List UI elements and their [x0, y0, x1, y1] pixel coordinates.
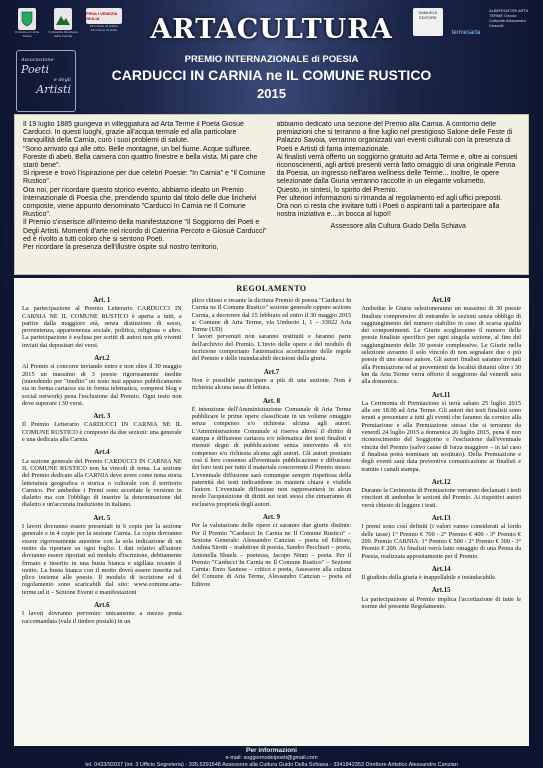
- article-heading: Art.4: [94, 449, 110, 457]
- article-text: Non è possibile partecipare a più di una sezione. Non è richiesta alcuna tassa di lettura.: [191, 376, 352, 392]
- regione-logo: FRIULI VENEZIA GIULIA: [86, 8, 122, 24]
- article-text: La partecipazione al Premio implica l'accettazione di tutte le norme del presente Regolamento.: [361, 595, 522, 610]
- logo-termesarta: termesarta: [451, 30, 481, 36]
- article-text: Il giudizio della giuria è inappellabile e insindacabile.: [361, 574, 497, 582]
- article-text: È intenzione dell'Amministrazione Comunale di Arta Terme pubblicare le prime opere classificate in un volume omaggio senza compenso e/o richiesta alcuna agli autori. L'Amministrazione Comunale si riserva altresì il diritto di stampa e diffusione cartacea e/o telematica dei testi finalisti e ritenuti degni di pubblicazione senza intervento di e/o compenso e/o richiesta alcuna agli autori. Gli autori prestano così il loro consenso all'eventuale pubblicazione e diffusione dei loro testi per tutto il materiale concorrente il Premio stesso. L'eventuale diffusione sarà comunque sempre rispettosa della paternità dei testi indicandone in maniera chiara e visibile l'autore. L'eventuale diffusione non rappresenterà in alcun modo l'acquisizione di diritti sui testi stessi che rimarranno di esclusiva proprietà degli autori.: [191, 405, 352, 508]
- article-heading: Art.14: [431, 565, 451, 573]
- article-heading: Art.13: [431, 515, 451, 523]
- footer-heading: Per informazioni: [246, 747, 297, 754]
- article-text: I premi sono così definiti (i valori vanno considerati al lordo delle tasse) 1° Premio € 700 - 2° Premio € 400 - 3° Premio € 200. Premio CARNIA: 1° Premio € 500 - 2° Premio € 300 - 3° Premio € 200. Ai finalisti verrà fatto omaggio di una Penna da Poesia, realizzata appositamente per il Premio: [361, 523, 522, 560]
- article-heading: Art.15: [431, 587, 451, 595]
- article-heading: Art. 9: [263, 514, 280, 522]
- regulation-column-3: [361, 297, 521, 737]
- article-heading: Art. 5: [93, 514, 111, 522]
- article-heading: Art. 3: [93, 413, 111, 421]
- logo-comunita-montana: Comunità Montana della Carnia: [48, 8, 78, 38]
- article-text: Al Premio si concorre inviando entro e non oltre il 30 maggio 2015 un massimo di 3 poesie rigorosamente inedite (intendendo per "inedito" un testo mai apparso pubblicamente sia in forma cartacea sia in forma telematica, compresi blog e social network) pena l'esclusione dal Premio. Ogni testo non deve superare i 30 versi.: [22, 363, 182, 407]
- logo-regione-provincia: FRIULI VENEZIA GIULIA Provincia di Udine Provincie di Udin: [84, 8, 124, 38]
- logo-arta-terme: Comune di Arta Terme: [12, 8, 42, 38]
- footer-email: e-mail: soggiornodeipoeti@gmail.com: [225, 755, 318, 761]
- article-text: La sezione generale del Premio CARDUCCI IN CARNIA NE IL COMUNE RUSTICO non ha vincoli di tema. La sezione del Premio dedicato alla CARNIA deve avere come tema storia letteratura geografica o storica o culturale con il territorio Carnico. Per ambedue i Premi sono accettate le versioni in dialetto ma con l'obbligo di inserire la denominazione del dialetto e un'accurata traduzione in italiano.: [22, 457, 182, 509]
- intro-left-column: Il 19 luglio 1885 giungeva in villeggiatura ad Arta Terme il Poeta Giosuè Carducci. In questi luoghi, grazie all'acqua termale ed alla particolare tranquillità della Carnia, curò i suoi problemi di salute. "Sono arrivato qui alle otto. Belle montagne, un bel fiume. Acque sulfuree. Foreste di abeti. Bella camera con quattro finestre e bella vista. Mi pare che starò bene". Si riprese e trovò l'ispirazione per due celebri Poesie: "In Carnia" e "Il Comune Rustico". Ora noi, per ricordare questo storico evento, abbiamo ideato un Premio Internazionale di Poesia che, prendendo spunto dal titolo delle due liricheivi composte, viene appunto denominato "Carducci In Carnia ne Il Comune Rustico". Il Premio s'inserisce all'interno della manifestazione "Il Soggiorno dei Poeti e Degli Artisti. Momenti d'arte nel ricordo di Caterina Percoto e Giosuè Carducci" ed è rivolto a tutti coloro che si sentono Poeti. Per ricordare la presenza dell'illustre ospite sul nostro territorio,: [23, 121, 267, 252]
- regulation-title: REGOLAMENTO: [236, 284, 307, 293]
- article-text: Ambedue le Giurie selezioneranno un massimo di 30 poesie finaliste comprensive di entrambe le sezioni senza obbligo di raggiungimento del numero stabilito in caso di scarsa qualità dei componimenti. Le Giurie sceglieranno il numero delle poesie finaliste specifico per ogni singola sezione, al fine del raggiungimento delle 30 poesie complessive. Le Giurie nella selezione avranno il solo vincolo di non segnalare due o più poesie di uno stesso autore. Gli autori finalisti saranno invitati alla Premiazione ed ai provenienti da località distanti oltre i 30 km da Arta Terme verrà offerto il soggiorno dal venerdì sera alla domenica.: [361, 305, 522, 386]
- regulation-section: [14, 278, 529, 746]
- article-heading: Art.12: [431, 478, 451, 486]
- logo-albergatori: ALBERGATORI ARTA TERME Circolo Culturale Alessandro Cescutti: [489, 8, 529, 28]
- article-heading: Art. 8: [263, 397, 280, 405]
- article-heading: Art.6: [94, 601, 110, 609]
- page-title: ARTACULTURA: [150, 14, 393, 45]
- footer: [0, 746, 543, 768]
- prize-subtitle: PREMIO INTERNAZIONALE di POESIA: [184, 54, 359, 65]
- article-text: La partecipazione al Premio Letterario CARDUCCI IN CARNIA NE IL COMUNE RUSTICO è aperta a tutti, a partire dalla maggiore età, senza distinzione di sesso, provenienza, appartenenza sociale, politica, religiosa o altro. La partecipazione è esclusa per scritti di autori non più viventi inviati dai depositari dei versi.: [22, 305, 182, 349]
- signature: Assessore alla Cultura Guido Della Schiava: [330, 223, 466, 231]
- article-heading: Art.10: [431, 297, 451, 304]
- intro-right-column: abbiamo dedicato una sezione del Premio alla Carnia. A contorno delle premiazioni che si terranno a fine luglio nel prestigioso Salone delle Feste di Palazzo Savoia, verranno organizzati vari eventi culturali con la presenza di Poeti e Artisti di fama internazionale. Ai finalisti verrà offerto un soggiorno gratuito ad Arta Terme e, oltre ai consueti riconoscimenti, agli artisti presenti verrà fatto omaggio di una originale Penna da Poesia, un ingresso nell'area wellness delle Terme... Inoltre, le opere selezionate dalla Giuria verranno raccolte in un elegante volumetto. Questo, in sintesi, lo spirito del Premio. Per ulteriori informazioni si rimanda al regolamento ed agli uffici preposti. Ora non ci resta che invitare tutti i Poeti o aspiranti tali a partecipare alla nostra iniziativa e....in bocca al lupo!! Assessore alla Cultura Guido Della Schiava: [277, 121, 521, 268]
- article-heading: Art. 1: [93, 297, 111, 304]
- article-heading: Art.7: [263, 368, 280, 376]
- article-text: plico chiuso e recante la dicitura Premio di poesia "Carducci In Carnia ne Il Comune Rustico" sezione generale oppure sezione Carnia, a decorrere dal 15 febbraio ed entro il 30 maggio 2015 a: Comune di Arta Terme, via Umberto I, 1 – 33022 Arta Terme (UD): [191, 297, 352, 334]
- intro-box: [14, 114, 529, 275]
- article-text: Durante la Cerimonia di Premiazione verranno declamati i testi vincitori di ambedue le sezioni del Premio. Ai rispettivi autori verrà chiesto di leggere i testi.: [361, 487, 522, 509]
- article-text: I lavori dovranno pervenire unicamente a mezzo posta raccomandata (vale il timbro postale) in un: [22, 610, 182, 625]
- article-text: La Cerimonia di Premiazione si terrà sabato 25 luglio 2015 alle ore 18.00 ad Arta Terme. Gli autori dei testi finalisti sono tenuti a presentare a tutti gli eventi che faranno da cornice alla Premiazione e alla Premiazione stessa che si terranno da venerdì 24 luglio 2015 a domenica 26 luglio 2015, pena il non riconoscimento del Soggiorno e l'esclusione dall'eventuale vincita del Premio (salvo cause di forza maggiore – in tal caso il finalista potrà nominare un sostituto). Della Premiazione e degli eventi sarà data preventiva comunicazione ai finalisti e tramite i canali stampa.: [361, 399, 522, 473]
- article-text: Per la valutazione delle opere ci saranno due giurie distinte: Per il Premio "Carducci In Carnia ne Il Comune Rustico" – Sezione Generale: Alessandro Canzian – poeta ed Editore, Andrea Sirotti – traduttore di poesia, Sandro Pecchiari – poeta, Antonella Sbuelz – poetessa, Jacopo Ninni – poeta. Per il Premio "Carducci In Carnia ne Il Comune Rustico" – Sezione Carnia: Enzo Sautese – critico e poeta, Assessore alla cultura del Comune di Arta Terme, Alessandro Canzian – poeta ed Editore: [191, 522, 352, 588]
- association-badge: Associazione Poeti e degli Artisti: [16, 50, 76, 112]
- regulation-column-2: [192, 297, 352, 737]
- article-text: I lavori pervenuti non saranno restituiti e faranno parte dell'archivio del Premio. L'invio delle opere e del modulo di iscrizione comportano l'automatica accettazione delle regole del Premio e delle insindacabili decisioni della giuria.: [191, 333, 352, 363]
- article-text: I lavori dovranno essere presentati in 6 copie per la sezione generale e in 4 copie per la sezione Carnia. Le copie dovranno essere rigorosamente anonime con la sola indicazione di un motto da riportare su ogni foglio. I dati relativi all'autore dovranno essere riportati sul modulo d'iscrizione, debitamente firmato e inserito in una busta bianca e sigillata recante il motto. La busta bianca con il motto dovrà essere inserita nel plico insieme alle poesie. Il modulo di iscrizione ed il regolamento sono scaricabili dal sito: www.comune.arta-terme.ud.it – Sezione Eventi e manifestazioni: [22, 523, 182, 596]
- article-heading: Art.2: [94, 355, 110, 363]
- article-text: Il Premio Letterario CARDUCCI IN CARNIA NE IL COMUNE RUSTICO è composto da due sezioni: una generale e una dedicata alla Carnia.: [22, 421, 182, 444]
- footer-contacts: tel. 0433/92037 (int. 3 Ufficio Segreteria) - 335.5391548 Assessore alla Cultura Guido Della Schiava - 3341842353 Direttore Artistico Alessandro Canzian: [85, 762, 458, 768]
- regulation-column-1: [22, 297, 182, 737]
- prize-year: 2015: [257, 86, 286, 101]
- article-heading: Art.11: [432, 391, 451, 399]
- logo-samuele-editore: SAMUELE EDITORE: [413, 8, 443, 36]
- prize-name: CARDUCCI IN CARNIA ne IL COMUNE RUSTICO: [111, 67, 432, 83]
